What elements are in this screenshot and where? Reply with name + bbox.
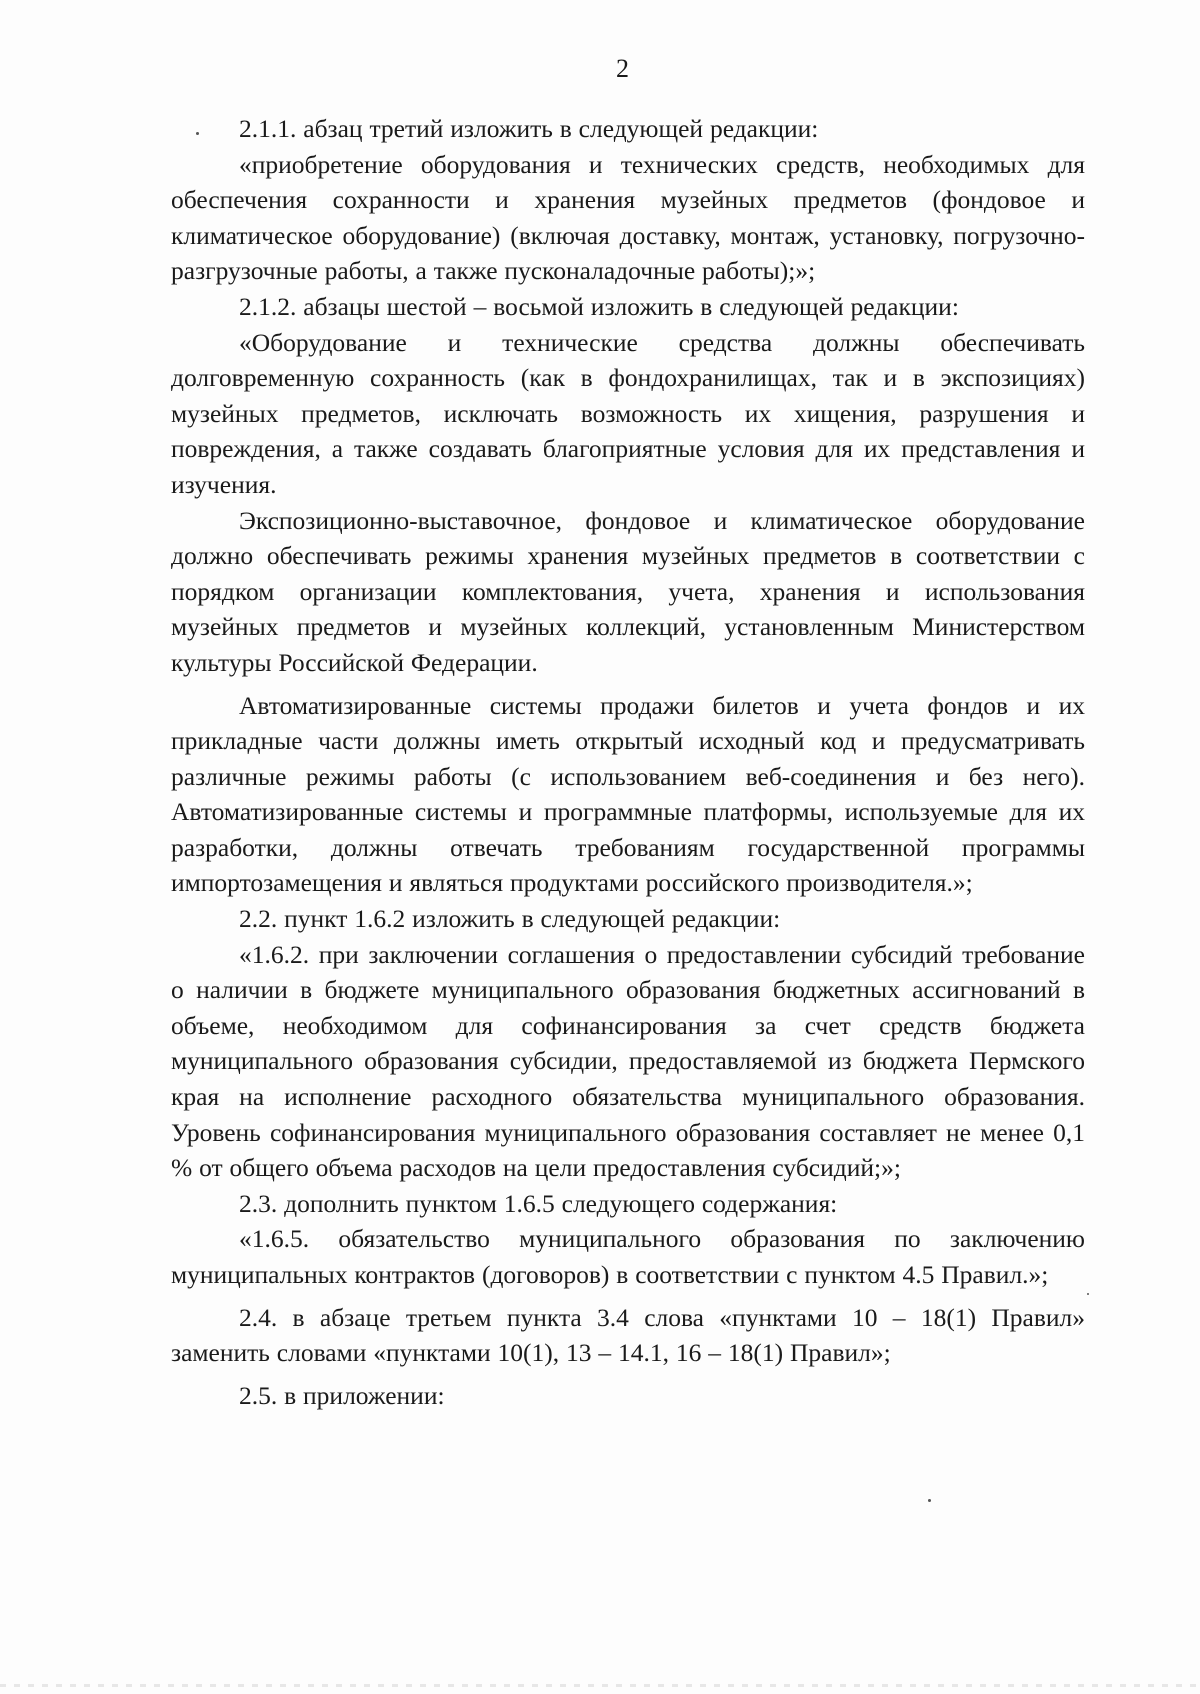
paragraph-2-4: 2.4. в абзаце третьем пункта 3.4 слова «пунктами 10 – 18(1) Правил» заменить словами «пунктами 10(1), 13 – 14.1, 16 – 18(1) Правил»;	[171, 1302, 1085, 1368]
paragraph-2-1-2-quote-2: Экспозиционно-выставочное, фондовое и климатическое оборудование должно обеспечивать режимы хранения музейных предметов в соответствии с порядком организации комплектования, учета, хранения и использования музейных предметов и музейных коллекций, установленным Министерством культуры Российской Федерации.	[171, 505, 1085, 677]
document-body	[171, 111, 1085, 1413]
paragraph-2-1-2-quote-1: «Оборудование и технические средства должны обеспечивать долговременную сохранность (как в фондохранилищах, так и в экспозициях) музейных предметов, исключать возможность их хищения, разрушения и повреждения, а также создавать благоприятные условия для их представления и изучения.	[171, 327, 1085, 499]
paragraph-2-3: 2.3. дополнить пунктом 1.6.5 следующего содержания:	[239, 1188, 838, 1218]
paragraph-2-1-1-quote: «приобретение оборудования и технических средств, необходимых для обеспечения сохранности и хранения музейных предметов (фондовое и климатическое оборудование) (включая доставку, монтаж, установку, погрузочно-разгрузочные работы, а также пусконаладочные работы);»;	[171, 149, 1085, 286]
paragraph-2-2: 2.2. пункт 1.6.2 изложить в следующей редакции:	[239, 904, 781, 934]
paragraph-2-1-1: 2.1.1. абзац третий изложить в следующей редакции:	[239, 114, 819, 143]
page-number: 2	[616, 54, 629, 83]
paragraph-2-1-2: 2.1.2. абзацы шестой – восьмой изложить в следующей редакции:	[239, 291, 959, 321]
paragraph-2-1-2-quote-3: Автоматизированные системы продажи билетов и учета фондов и их прикладные части должны иметь открытый исходный код и предусматривать различные режимы работы (с использованием веб-соединения и без него). Автоматизированные системы и программные платформы, используемые для их разработки, должны отвечать требованиям государственной программы импортозамещения и являться продуктами российского производителя.»;	[171, 690, 1085, 898]
scan-speck	[196, 132, 199, 135]
paragraph-2-2-quote: «1.6.2. при заключении соглашения о предоставлении субсидий требование о наличии в бюджете муниципального образования бюджетных ассигнований в объеме, необходимом для софинансирования за счет средств бюджета муниципального образования субсидии, предоставляемой из бюджета Пермского края на исполнение расходного обязательства муниципального образования. Уровень софинансирования муниципального образования составляет не менее 0,1 % от общего объема расходов на цели предоставления субсидий;»;	[171, 939, 1085, 1183]
scan-speck	[928, 1499, 931, 1502]
scan-bottom-edge	[0, 1684, 1200, 1687]
scan-speck	[1087, 1293, 1089, 1295]
paragraph-2-5: 2.5. в приложении:	[239, 1380, 445, 1410]
paragraph-2-3-quote: «1.6.5. обязательство муниципального образования по заключению муниципальных контрактов (договоров) в соответствии с пунктом 4.5 Правил.»;	[171, 1224, 1085, 1289]
